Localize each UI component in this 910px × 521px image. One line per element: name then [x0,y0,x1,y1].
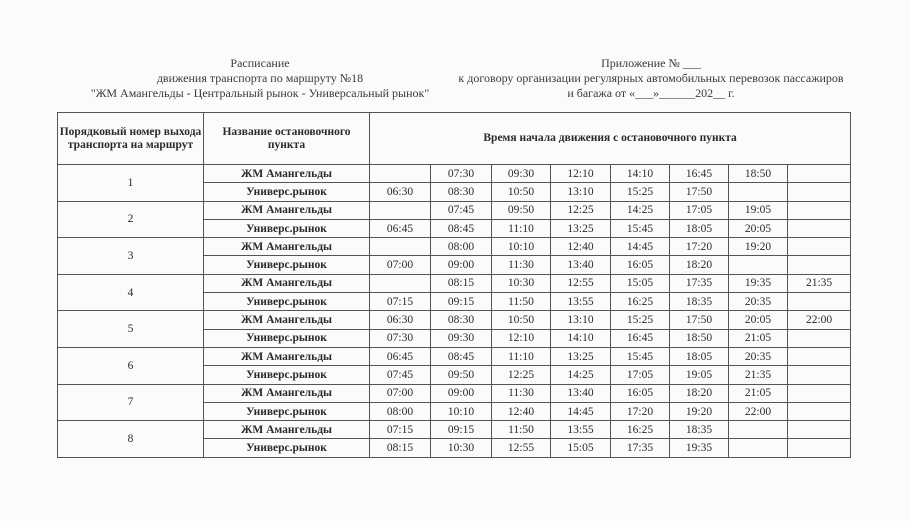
table-header-row [58,113,851,165]
departure-time: 09:00 [431,384,492,402]
departure-time: 17:35 [611,439,670,457]
departure-time: 18:05 [670,347,729,365]
departure-time [788,366,851,384]
stop-name: Универс.рынок [204,256,370,274]
departure-time: 09:30 [492,165,551,183]
col-times: Время начала движения с остановочного пункта [370,113,851,165]
departure-time: 20:05 [729,311,788,329]
departure-time: 17:35 [670,274,729,292]
departure-time: 12:40 [551,238,611,256]
departure-time: 20:35 [729,293,788,311]
departure-time: 12:10 [551,165,611,183]
departure-time: 10:50 [492,311,551,329]
stop-name: Универс.рынок [204,329,370,347]
departure-time: 10:30 [431,439,492,457]
departure-time [729,183,788,201]
exit-number: 1 [58,165,204,202]
departure-time: 18:35 [670,421,729,439]
departure-time: 15:45 [611,347,670,365]
departure-time: 19:05 [729,201,788,219]
appendix-number: Приложение № ___ [601,56,701,70]
departure-time: 09:00 [431,256,492,274]
departure-time: 08:15 [431,274,492,292]
departure-time: 15:45 [611,219,670,237]
departure-time [788,421,851,439]
departure-time: 12:25 [551,201,611,219]
departure-time: 08:00 [431,238,492,256]
departure-time: 09:30 [431,329,492,347]
departure-time: 17:20 [611,402,670,420]
departure-time: 09:50 [492,201,551,219]
departure-time: 09:15 [431,293,492,311]
exit-number: 5 [58,311,204,348]
departure-time [788,347,851,365]
departure-time [788,329,851,347]
departure-time: 16:45 [670,165,729,183]
departure-time: 13:40 [551,384,611,402]
departure-time: 06:30 [370,183,431,201]
table-row [58,165,851,183]
departure-time: 19:20 [670,402,729,420]
departure-time: 09:50 [431,366,492,384]
departure-time [370,201,431,219]
stop-name: Универс.рынок [204,219,370,237]
departure-time [788,256,851,274]
stop-name: ЖМ Амангельды [204,274,370,292]
departure-time: 16:25 [611,421,670,439]
departure-time: 09:15 [431,421,492,439]
stop-name: Универс.рынок [204,183,370,201]
departure-time: 16:05 [611,256,670,274]
departure-time: 13:25 [551,347,611,365]
departure-time: 10:10 [492,238,551,256]
departure-time [788,219,851,237]
departure-time: 17:50 [670,311,729,329]
departure-time: 17:05 [670,201,729,219]
departure-time: 19:35 [729,274,788,292]
departure-time: 17:50 [670,183,729,201]
departure-time: 06:30 [370,311,431,329]
table-row [58,201,851,219]
departure-time: 14:25 [611,201,670,219]
schedule-table [57,112,851,458]
stop-name: ЖМ Амангельды [204,165,370,183]
exit-number: 4 [58,274,204,311]
departure-time: 18:50 [670,329,729,347]
departure-time: 16:45 [611,329,670,347]
departure-time: 10:10 [431,402,492,420]
departure-time: 21:05 [729,329,788,347]
departure-time: 08:15 [370,439,431,457]
departure-time: 07:00 [370,256,431,274]
stop-name: ЖМ Амангельды [204,384,370,402]
exit-number: 7 [58,384,204,421]
departure-time: 06:45 [370,219,431,237]
departure-time: 11:50 [492,293,551,311]
stop-name: ЖМ Амангельды [204,347,370,365]
departure-time [788,183,851,201]
stop-name: ЖМ Амангельды [204,201,370,219]
departure-time: 20:05 [729,219,788,237]
table-row [58,421,851,439]
departure-time: 21:35 [788,274,851,292]
departure-time: 15:25 [611,311,670,329]
departure-time: 07:30 [370,329,431,347]
departure-time: 13:25 [551,219,611,237]
departure-time: 17:20 [670,238,729,256]
departure-time [729,256,788,274]
departure-time: 19:35 [670,439,729,457]
departure-time: 10:30 [492,274,551,292]
departure-time: 18:05 [670,219,729,237]
exit-number: 6 [58,347,204,384]
table-row [58,384,851,402]
departure-time [370,274,431,292]
departure-time: 18:20 [670,256,729,274]
table-row [58,238,851,256]
departure-time: 14:45 [551,402,611,420]
departure-time: 15:05 [551,439,611,457]
departure-time: 15:05 [611,274,670,292]
departure-time: 08:45 [431,347,492,365]
table-row [58,311,851,329]
departure-time: 07:15 [370,293,431,311]
departure-time: 12:55 [551,274,611,292]
stop-name: Универс.рынок [204,402,370,420]
appendix-block [436,56,866,101]
stop-name: ЖМ Амангельды [204,238,370,256]
departure-time: 06:45 [370,347,431,365]
departure-time: 08:30 [431,311,492,329]
departure-time: 13:10 [551,183,611,201]
departure-time: 11:10 [492,219,551,237]
departure-time: 07:30 [431,165,492,183]
stop-name: Универс.рынок [204,293,370,311]
departure-time: 16:05 [611,384,670,402]
departure-time: 11:10 [492,347,551,365]
schedule-title-block [40,56,480,101]
departure-time: 12:55 [492,439,551,457]
departure-time [788,293,851,311]
departure-time: 07:45 [370,366,431,384]
appendix-contract: к договору организации регулярных автомобильных перевозок пассажиров [458,71,844,85]
departure-time: 16:25 [611,293,670,311]
stop-name: ЖМ Амангельды [204,311,370,329]
departure-time: 11:30 [492,256,551,274]
departure-time: 11:30 [492,384,551,402]
departure-time: 21:05 [729,384,788,402]
departure-time [370,165,431,183]
departure-time: 17:05 [611,366,670,384]
departure-time: 08:00 [370,402,431,420]
departure-time: 18:50 [729,165,788,183]
departure-time [729,439,788,457]
departure-time: 21:35 [729,366,788,384]
col-exit-number: Порядковый номер выхода транспорта на маршрут [58,113,204,165]
departure-time: 18:20 [670,384,729,402]
exit-number: 8 [58,421,204,458]
departure-time: 13:55 [551,421,611,439]
departure-time [788,165,851,183]
departure-time: 12:10 [492,329,551,347]
table-row [58,347,851,365]
departure-time [370,238,431,256]
exit-number: 2 [58,201,204,238]
exit-number: 3 [58,238,204,275]
departure-time: 14:10 [611,165,670,183]
departure-time: 15:25 [611,183,670,201]
departure-time [788,402,851,420]
departure-time: 12:25 [492,366,551,384]
stop-name: Универс.рынок [204,439,370,457]
departure-time: 14:10 [551,329,611,347]
stop-name: ЖМ Амангельды [204,421,370,439]
departure-time [729,421,788,439]
schedule-route: движения транспорта по маршруту №18 [156,71,364,85]
departure-time [788,238,851,256]
stop-name: Универс.рынок [204,366,370,384]
departure-time [788,384,851,402]
schedule-title: Расписание [230,56,290,70]
col-stop-name: Название остановочного пункта [204,113,370,165]
table-row [58,274,851,292]
departure-time: 08:45 [431,219,492,237]
departure-time: 14:45 [611,238,670,256]
departure-time: 19:20 [729,238,788,256]
departure-time: 20:35 [729,347,788,365]
departure-time: 13:55 [551,293,611,311]
departure-time: 22:00 [729,402,788,420]
departure-time: 13:10 [551,311,611,329]
schedule-body [58,165,851,458]
departure-time: 22:00 [788,311,851,329]
departure-time: 07:15 [370,421,431,439]
departure-time: 10:50 [492,183,551,201]
schedule-route-name: "ЖМ Амангельды - Центральный рынок - Универсальный рынок" [90,86,430,100]
departure-time: 07:45 [431,201,492,219]
departure-time: 07:00 [370,384,431,402]
departure-time: 08:30 [431,183,492,201]
departure-time [788,439,851,457]
departure-time: 14:25 [551,366,611,384]
appendix-date: и багажа от «___»______202__ г. [567,86,735,100]
departure-time: 18:35 [670,293,729,311]
departure-time [788,201,851,219]
departure-time: 13:40 [551,256,611,274]
departure-time: 11:50 [492,421,551,439]
departure-time: 19:05 [670,366,729,384]
departure-time: 12:40 [492,402,551,420]
